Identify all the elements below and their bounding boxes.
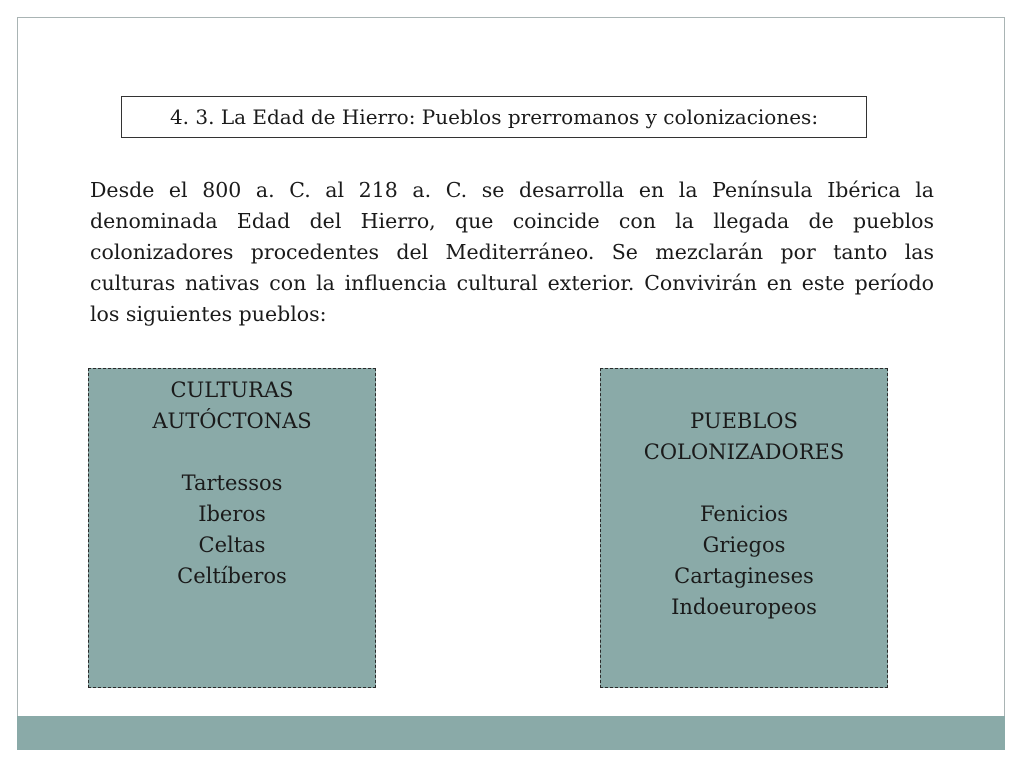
box-heading-line: COLONIZADORES — [643, 440, 845, 464]
slide-title-text: 4. 3. La Edad de Hierro: Pueblos prerromanos y colonizaciones: — [169, 105, 819, 129]
box-heading-line: PUEBLOS — [690, 409, 798, 433]
list-item: Iberos — [198, 502, 266, 526]
colonizing-peoples-box — [600, 368, 888, 688]
list-item: Tartessos — [181, 471, 283, 495]
list-item: Celtas — [198, 533, 266, 557]
slide-title — [121, 96, 867, 138]
footer-bar — [17, 716, 1005, 750]
box-heading-line: AUTÓCTONAS — [152, 409, 312, 433]
spacer — [89, 437, 375, 468]
list-item: Fenicios — [700, 502, 788, 526]
native-cultures-box — [88, 368, 376, 688]
list-item: Cartagineses — [674, 564, 814, 588]
intro-paragraph: Desde el 800 a. C. al 218 a. C. se desarrolla en la Península Ibérica la denominada Edad del Hierro, que coincide con la llegada de pueblos colonizadores procedentes del Mediterráneo. Se mezclarán por tanto las culturas nativas con la influencia cultural exterior. Convivirán en este período los siguientes pueblos: — [90, 178, 934, 326]
list-item: Celtíberos — [177, 564, 287, 588]
box-heading-line: CULTURAS — [170, 378, 294, 402]
spacer — [601, 468, 887, 499]
list-item: Indoeuropeos — [671, 595, 817, 619]
list-item: Griegos — [702, 533, 786, 557]
